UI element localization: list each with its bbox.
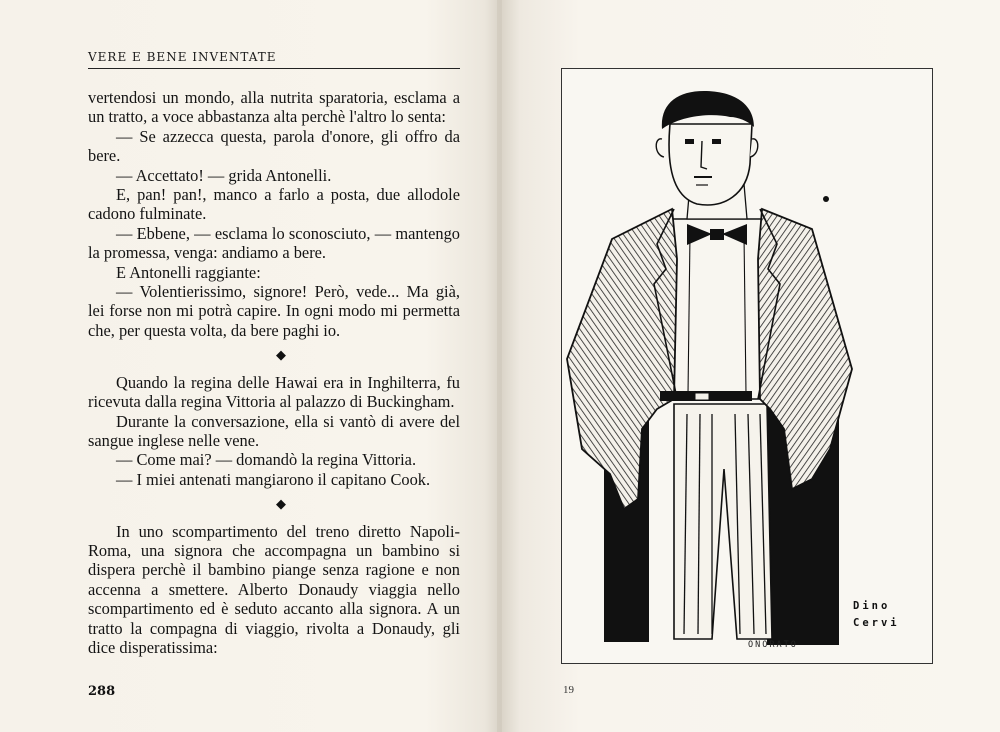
paragraph: — Come mai? — domandò la regina Vittoria. <box>116 450 417 470</box>
paragraph: In uno scompartimento del treno diretto Napoli-Roma, una signora che accompagna un bambino si dispera perchè il bambino piange senza ragione e non accenna a smettere. Alberto Donaudy viaggia nello scompartimento ed è seduto accanto alla signora. A un tratto la compagna di viaggio, rivolta a Donaudy, gli dice disperatissima: <box>88 521 460 657</box>
section-ornament: ◆ <box>276 347 286 363</box>
plate-caption <box>853 598 933 632</box>
running-head-rule <box>88 68 460 69</box>
running-head: VERE E BENE INVENTATE <box>88 50 277 64</box>
paragraph: — Volentierissimo, signore! Però, vede... Ma già, lei forse non mi potrà capire. In ogni modo mi permetta che, per questa volta, da bere paghi io. <box>88 282 460 340</box>
illustration-plate <box>561 68 933 664</box>
paragraph: Durante la conversazione, ella si vantò di avere del sangue inglese nelle vene. <box>88 411 460 450</box>
paragraph: E Antonelli raggiante: <box>116 262 261 282</box>
body-text <box>88 88 460 657</box>
section-ornament: ◆ <box>276 496 286 512</box>
book-gutter <box>497 0 502 732</box>
paragraph: E, pan! pan!, manco a farlo a posta, due allodole cadono fulminate. <box>88 185 460 224</box>
caricature-illustration <box>562 69 931 662</box>
paragraph: — Se azzecca questa, parola d'onore, gli offro da bere. <box>88 126 460 166</box>
caption-line: Cervi <box>853 617 900 629</box>
paragraph: Quando la regina delle Hawai era in Inghilterra, fu ricevuta dalla regina Vittoria al palazzo di Buckingham. <box>88 372 460 412</box>
plate-number: 19 <box>563 684 574 696</box>
artist-signature: ONORATO <box>748 640 798 650</box>
paragraph: — I miei antenati mangiarono il capitano Cook. <box>116 469 431 489</box>
paragraph: — Ebbene, — esclama lo sconosciuto, — mantengo la promessa, venga: andiamo a bere. <box>88 223 460 263</box>
paragraph: vertendosi un mondo, alla nutrita sparatoria, esclama a un tratto, a voce abbastanza alta perchè l'altro lo senta: <box>88 88 460 127</box>
page-number: 288 <box>88 684 116 699</box>
caption-line: Dino <box>853 600 891 612</box>
paragraph: — Accettato! — grida Antonelli. <box>116 165 332 185</box>
